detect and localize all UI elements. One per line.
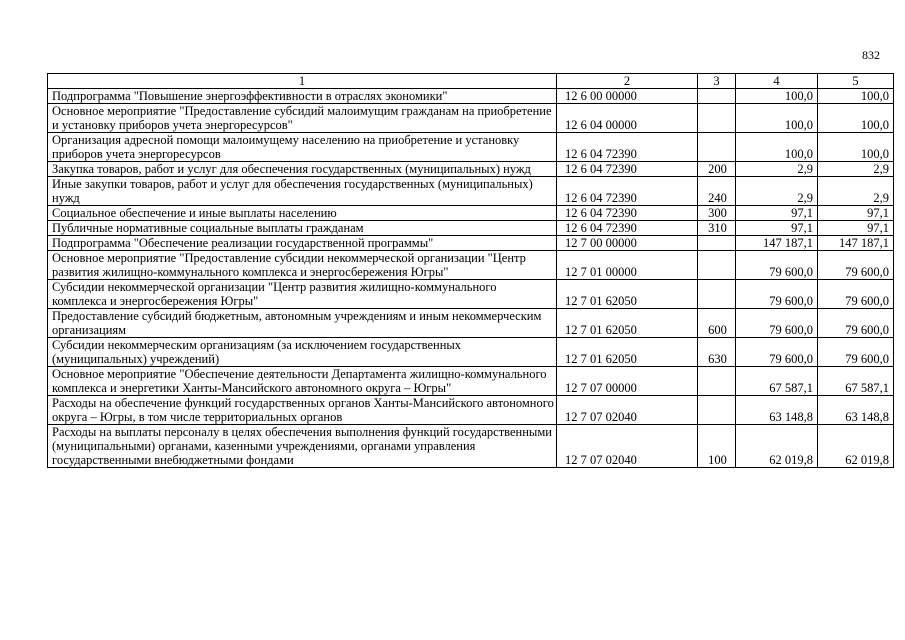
row-code: 12 6 04 00000 — [557, 104, 698, 133]
row-code: 12 6 04 72390 — [557, 133, 698, 162]
row-name: Основное мероприятие "Обеспечение деятельности Департамента жилищно-коммунального комплекса и энергетики Ханты-Мансийского автономного округа – Югры" — [48, 367, 557, 396]
row-amount-2: 147 187,1 — [818, 236, 894, 251]
row-name: Публичные нормативные социальные выплаты гражданам — [48, 221, 557, 236]
header-col-5: 5 — [818, 74, 894, 89]
row-amount-2: 97,1 — [818, 221, 894, 236]
row-code: 12 7 01 00000 — [557, 251, 698, 280]
row-name: Субсидии некоммерческим организациям (за исключением государственных (муниципальных) учреждений) — [48, 338, 557, 367]
row-expense-type — [698, 236, 736, 251]
budget-table — [47, 73, 894, 468]
table-row — [48, 396, 894, 425]
row-name: Закупка товаров, работ и услуг для обеспечения государственных (муниципальных) нужд — [48, 162, 557, 177]
row-code: 12 7 01 62050 — [557, 309, 698, 338]
row-expense-type: 600 — [698, 309, 736, 338]
row-code: 12 6 00 00000 — [557, 89, 698, 104]
row-code: 12 7 01 62050 — [557, 280, 698, 309]
row-amount-1: 97,1 — [736, 206, 818, 221]
row-amount-2: 2,9 — [818, 162, 894, 177]
row-amount-1: 62 019,8 — [736, 425, 818, 468]
table-row — [48, 251, 894, 280]
row-amount-2: 79 600,0 — [818, 280, 894, 309]
row-name: Подпрограмма "Обеспечение реализации государственной программы" — [48, 236, 557, 251]
row-expense-type: 310 — [698, 221, 736, 236]
table-row — [48, 236, 894, 251]
table-row — [48, 338, 894, 367]
header-col-4: 4 — [736, 74, 818, 89]
table-row — [48, 162, 894, 177]
row-expense-type — [698, 251, 736, 280]
row-amount-1: 147 187,1 — [736, 236, 818, 251]
table-row — [48, 367, 894, 396]
row-amount-2: 97,1 — [818, 206, 894, 221]
row-amount-1: 63 148,8 — [736, 396, 818, 425]
row-code: 12 7 07 02040 — [557, 425, 698, 468]
table-row — [48, 206, 894, 221]
row-name: Предоставление субсидий бюджетным, автономным учреждениям и иным некоммерческим организациям — [48, 309, 557, 338]
header-col-3: 3 — [698, 74, 736, 89]
row-expense-type — [698, 367, 736, 396]
row-code: 12 6 04 72390 — [557, 162, 698, 177]
row-expense-type — [698, 396, 736, 425]
row-expense-type: 300 — [698, 206, 736, 221]
row-amount-1: 79 600,0 — [736, 280, 818, 309]
row-code: 12 7 00 00000 — [557, 236, 698, 251]
row-name: Организация адресной помощи малоимущему населению на приобретение и установку приборов учета энергоресурсов — [48, 133, 557, 162]
row-amount-1: 100,0 — [736, 133, 818, 162]
header-row — [48, 74, 894, 89]
row-code: 12 6 04 72390 — [557, 206, 698, 221]
row-amount-1: 97,1 — [736, 221, 818, 236]
row-name: Основное мероприятие "Предоставление субсидий малоимущим гражданам на приобретение и установку приборов учета энергоресурсов" — [48, 104, 557, 133]
row-amount-1: 100,0 — [736, 104, 818, 133]
row-amount-2: 79 600,0 — [818, 251, 894, 280]
row-name: Иные закупки товаров, работ и услуг для обеспечения государственных (муниципальных) нужд — [48, 177, 557, 206]
row-expense-type: 630 — [698, 338, 736, 367]
row-name: Социальное обеспечение и иные выплаты населению — [48, 206, 557, 221]
row-amount-2: 100,0 — [818, 89, 894, 104]
row-amount-1: 100,0 — [736, 89, 818, 104]
row-name: Расходы на выплаты персоналу в целях обеспечения выполнения функций государственными (муниципальными) органами, казенными учреждениями, органами управления государственными внебюджетными фондами — [48, 425, 557, 468]
row-name: Расходы на обеспечение функций государственных органов Ханты-Мансийского автономного округа – Югры, в том числе территориальных органов — [48, 396, 557, 425]
row-amount-2: 100,0 — [818, 104, 894, 133]
row-amount-2: 67 587,1 — [818, 367, 894, 396]
row-code: 12 7 07 02040 — [557, 396, 698, 425]
row-amount-1: 79 600,0 — [736, 309, 818, 338]
row-amount-2: 63 148,8 — [818, 396, 894, 425]
row-amount-1: 67 587,1 — [736, 367, 818, 396]
table-row — [48, 309, 894, 338]
row-expense-type — [698, 89, 736, 104]
table-row — [48, 177, 894, 206]
table-row — [48, 133, 894, 162]
row-amount-2: 79 600,0 — [818, 338, 894, 367]
row-amount-2: 100,0 — [818, 133, 894, 162]
row-code: 12 6 04 72390 — [557, 221, 698, 236]
budget-table-body — [48, 74, 894, 468]
header-col-1: 1 — [48, 74, 557, 89]
row-name: Подпрограмма "Повышение энергоэффективности в отраслях экономики" — [48, 89, 557, 104]
row-expense-type — [698, 133, 736, 162]
row-expense-type: 100 — [698, 425, 736, 468]
row-amount-1: 79 600,0 — [736, 338, 818, 367]
row-name: Субсидии некоммерческой организации "Центр развития жилищно-коммунального комплекса и энергосбережения Югры" — [48, 280, 557, 309]
page-number: 832 — [862, 48, 880, 62]
row-expense-type — [698, 280, 736, 309]
row-expense-type: 240 — [698, 177, 736, 206]
table-row — [48, 104, 894, 133]
header-col-2: 2 — [557, 74, 698, 89]
row-amount-2: 2,9 — [818, 177, 894, 206]
table-row — [48, 425, 894, 468]
table-row — [48, 221, 894, 236]
row-amount-1: 2,9 — [736, 177, 818, 206]
row-amount-1: 2,9 — [736, 162, 818, 177]
row-expense-type — [698, 104, 736, 133]
row-code: 12 6 04 72390 — [557, 177, 698, 206]
row-amount-2: 79 600,0 — [818, 309, 894, 338]
row-name: Основное мероприятие "Предоставление субсидии некоммерческой организации "Центр развития жилищно-коммунального комплекса и энергосбережения Югры" — [48, 251, 557, 280]
row-code: 12 7 07 00000 — [557, 367, 698, 396]
row-expense-type: 200 — [698, 162, 736, 177]
row-amount-2: 62 019,8 — [818, 425, 894, 468]
table-row — [48, 89, 894, 104]
row-code: 12 7 01 62050 — [557, 338, 698, 367]
table-row — [48, 280, 894, 309]
row-amount-1: 79 600,0 — [736, 251, 818, 280]
